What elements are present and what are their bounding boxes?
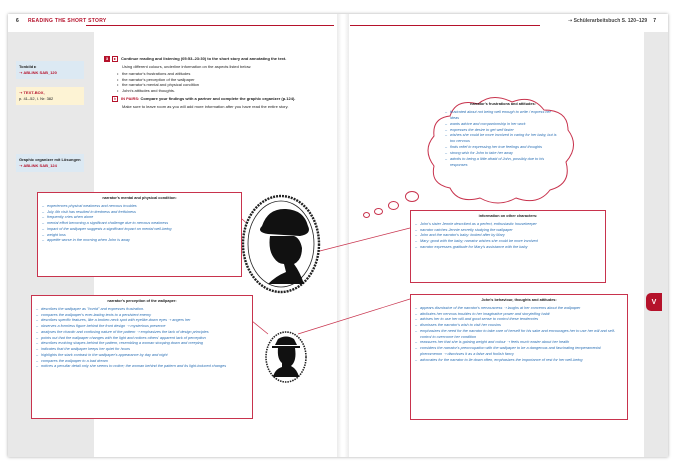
list-item: • the narrator's frustrations and attitudes [122,71,314,77]
list-item: – appears dismissive of the narrator's nervousness ➝ laughs at her concerns about the wallpaper [416,306,622,312]
cameo-portrait-woman [238,192,324,296]
thought-bubble [374,208,383,215]
list-item: – frustrated about not being well enough to write / express her ideas [446,110,560,122]
list-item: – narrator catches Jennie secretly studying the wallpaper [416,228,600,234]
other-characters-box [410,210,606,283]
frustrations-box [446,102,560,169]
exercise-instruction: Continue reading and listening (05:53–23:30) to the short story and annotating the text. [121,56,287,62]
list-item: – wants advice and companionship in her work [446,122,560,128]
pairs-text: Compare your findings with a partner and complete the graphic organizer (p.124). [140,96,296,102]
sidebar-box-link[interactable]: ➝ ABLINK SAB_120 [19,69,57,75]
list-item: – highlights the stark contrast in the wallpaper's appearance by day and night [37,353,247,359]
sidebar-box-link[interactable]: ➝ ABLINK SAB_124 [19,162,57,168]
list-item: – weight loss [43,233,236,239]
exercise-note: Make sure to leave room as you will add more information after you have read the entire story. [122,103,289,109]
headphones-icon: ▸ [113,56,116,61]
sidebar-box-title: ➝ TEXT-BOX, [19,90,45,95]
mental-condition-box [37,192,242,277]
exercise-number: 3 [105,56,109,61]
john-behaviour-box [410,294,628,420]
others-heading: information on other characters: [478,214,538,218]
thought-bubble [405,191,419,202]
list-item: – observes a formless figure behind the front design ➝ mysterious presence [37,324,247,330]
list-item: – emphasizes the need for the narrator to take care of herself for his sake and encourages her to use her will and self-control to overcome her condition [416,329,622,341]
list-item: – points out that the wallpaper changes with the light and notices others' apparent lack of perception [37,336,247,342]
list-item: – finds relief in expressing her true feelings and thoughts [446,145,560,151]
list-item: – considers the narrator's preoccupation with the wallpaper to be a dangerous and fascinating temperamental phenomenon ➝ dismisses it as a false and foolish fancy [416,346,622,358]
list-item: – expresses the desire to get well faster [446,128,560,134]
list-item: – describes evolving shapes behind the pattern, resembling a woman stooping down and creeping [37,341,247,347]
list-item: – reassures her that she is gaining weight and colour ➝ feels much easier about her health [416,340,622,346]
list-item: • the narrator's mental and physical condition [122,82,314,88]
exercise-sub-instruction: Using different colours, underline information on the aspects listed below. [122,64,252,69]
sidebar-box-line: p. 41–52, I. Nr: 382 [19,95,54,101]
pair-work-icon: b [113,95,117,101]
list-item: – impact of the wallpaper suggests a significant impact on mental well-being [43,227,236,233]
list-item: – John and the narrator's baby: looked after by Mary [416,233,600,239]
list-item: – experiences physical weakness and nervous troubles [43,204,236,210]
list-item: – narrator expresses gratitude for Mary's assistance with the baby [416,245,600,251]
list-item: – compares the wallpaper to a bad dream [37,359,247,365]
book-spread [8,14,668,457]
list-item: – mental effort becoming a significant challenge due to nervous weakness [43,221,236,227]
right-page-number: 7 [653,18,656,24]
list-item: – advocates for the narrator to lie down often, emphasizes the importance of rest for her well-being [416,358,622,364]
list-item: – admits to being a little afraid of John, possibly due to his responses [446,157,560,169]
workbook-ref-text: ➝ Schülerarbeitsbuch S. 120–129 [567,18,648,24]
list-item: – analyses the chaotic and confusing nature of the pattern ➝ emphasizes the lack of design principles [37,330,247,336]
list-item: – compares the wallpaper's ever-lasting texts to a persistent enemy [37,313,247,319]
list-item: – frequently cries when alone [43,215,236,221]
list-item: – attributes her nervous troubles to her imaginative power and storytelling habit [416,312,622,318]
list-item: – describes specific features, like a broken-neck spot with eyelike-down eyes ➝ angers her [37,318,247,324]
list-item: – Mary: good with the baby; narrator wishes she could be more involved [416,239,600,245]
list-item: – appetite worse in the morning when John is away [43,238,236,244]
list-item: – advises her to use her will and good sense to control these tendencies [416,317,622,323]
list-item: – describes the wallpaper as "horrid" and expresses frustration. [37,307,247,313]
mental-heading: narrator's mental and physical condition: [102,196,177,200]
left-page-number: 6 [16,18,19,24]
list-item: • John's attitudes and thoughts. [122,88,314,94]
wallpaper-perception-box [31,295,253,419]
perception-heading: narrator's perception of the wallpaper: [107,299,177,303]
list-item: – notices a peculiar detail only she seems to notice; the woman behind the pattern and its light-induced changes [37,364,247,370]
list-item: – July 4th visit has resulted in tiredness and fretfulness [43,210,236,216]
chapter-tab[interactable]: V [646,293,662,311]
list-item: – indicates that the wallpaper keeps her quiet for hours [37,347,247,353]
thought-bubble [363,212,370,218]
list-item: – dismisses the narrator's wish to visit her cousins [416,323,622,329]
list-item: – John's sister Jennie described as a perfect, enthusiastic housekeeper [416,222,600,228]
section-title: READING THE SHORT STORY [28,18,107,24]
john-heading: John's behaviour, thoughts and attitudes: [481,298,557,302]
sidebar-box-title: Tonbild ▸ [19,64,37,69]
list-item: – strong wish for John to take her away [446,151,560,157]
sidebar-box-title: Graphic organizer mit Lösungen [19,157,81,162]
list-item: – wishes she could be more involved in caring for her baby, but is too nervous [446,133,560,145]
pairs-label: IN PAIRS: [121,96,140,102]
frustrations-heading: narrator's frustrations and attitudes: [470,102,536,106]
thought-bubble [388,201,399,210]
list-item: • the narrator's perception of the wallpaper [122,77,314,83]
cameo-portrait-man [263,329,309,385]
